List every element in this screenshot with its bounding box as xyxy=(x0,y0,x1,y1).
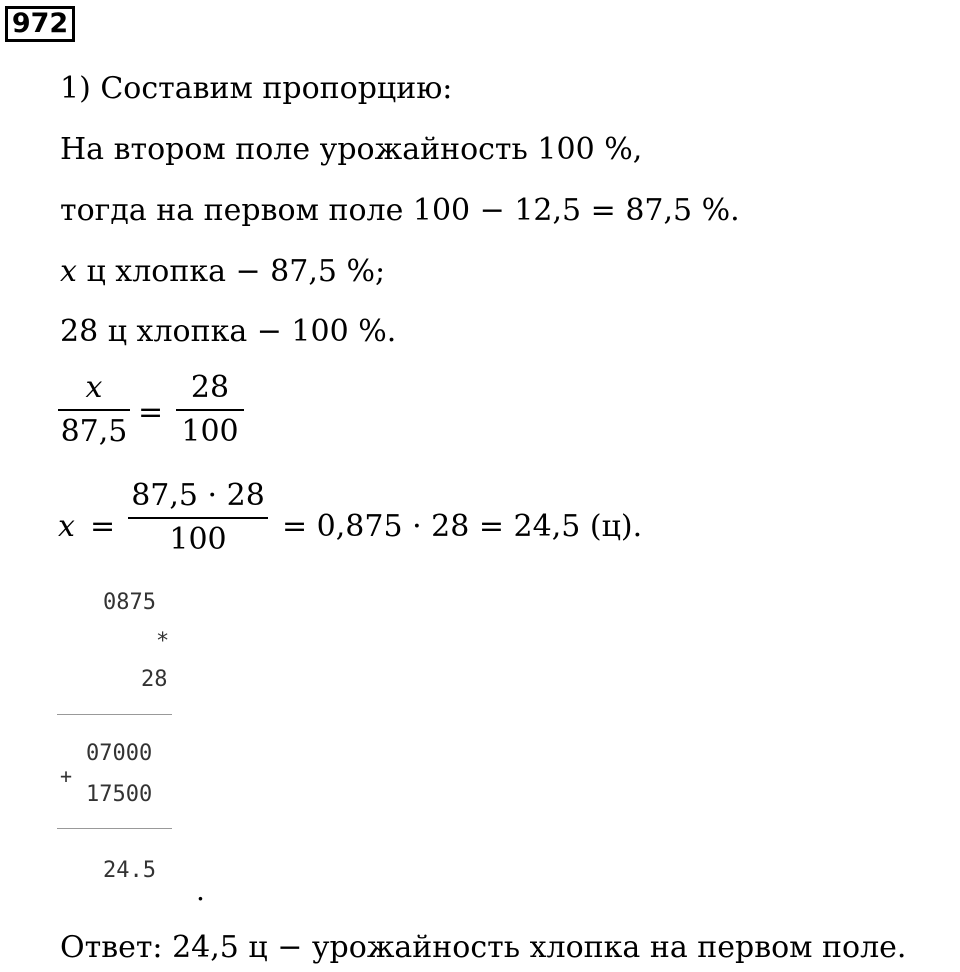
solution-result: = 0,875 · 28 = 24,5 (ц). xyxy=(282,509,643,544)
column-divider-1 xyxy=(57,714,172,715)
column-factor-1: 0875 xyxy=(103,590,156,615)
fraction-denominator: 100 xyxy=(181,414,239,449)
equals-sign: = xyxy=(138,395,164,430)
column-partial-1: 07000 xyxy=(86,741,153,766)
text-second-field: На втором поле урожайность 100 %, xyxy=(60,132,643,167)
fraction-bar xyxy=(176,409,244,411)
fraction-numerator: x xyxy=(85,370,103,405)
text-28-cotton: 28 ц хлопка − 100 %. xyxy=(60,314,397,349)
column-partial-2: 17500 xyxy=(86,782,153,807)
fraction-numerator: 87,5 · 28 xyxy=(131,478,265,513)
solution-variable-x: x xyxy=(58,509,75,544)
column-end-dot: . xyxy=(196,874,205,907)
column-divider-2 xyxy=(57,828,172,829)
fraction-numerator: 28 xyxy=(190,370,230,405)
step-proportion-heading: 1) Составим пропорцию: xyxy=(60,71,453,106)
solution-fraction xyxy=(128,478,268,558)
text-x-cotton-rest: ц хлопка − 87,5 %; xyxy=(76,254,386,289)
fraction-bar xyxy=(58,409,130,411)
equals-sign: = xyxy=(90,509,116,544)
column-factor-2: 28 xyxy=(141,667,168,692)
fraction-denominator: 87,5 xyxy=(60,414,128,449)
text-x-cotton xyxy=(60,252,385,292)
problem-number-badge: 972 xyxy=(5,6,75,42)
proportion-right-fraction xyxy=(176,370,244,450)
fraction-bar xyxy=(128,517,268,519)
variable-x: x xyxy=(60,254,77,289)
text-first-field: тогда на первом поле 100 − 12,5 = 87,5 %. xyxy=(60,193,740,228)
column-plus-sign: + xyxy=(60,764,73,788)
answer-line: Ответ: 24,5 ц − урожайность хлопка на первом поле. xyxy=(60,930,907,965)
column-result: 24.5 xyxy=(103,858,156,883)
column-multiply-sign: * xyxy=(156,629,170,654)
proportion-left-fraction xyxy=(58,370,130,450)
fraction-denominator: 100 xyxy=(169,522,227,557)
